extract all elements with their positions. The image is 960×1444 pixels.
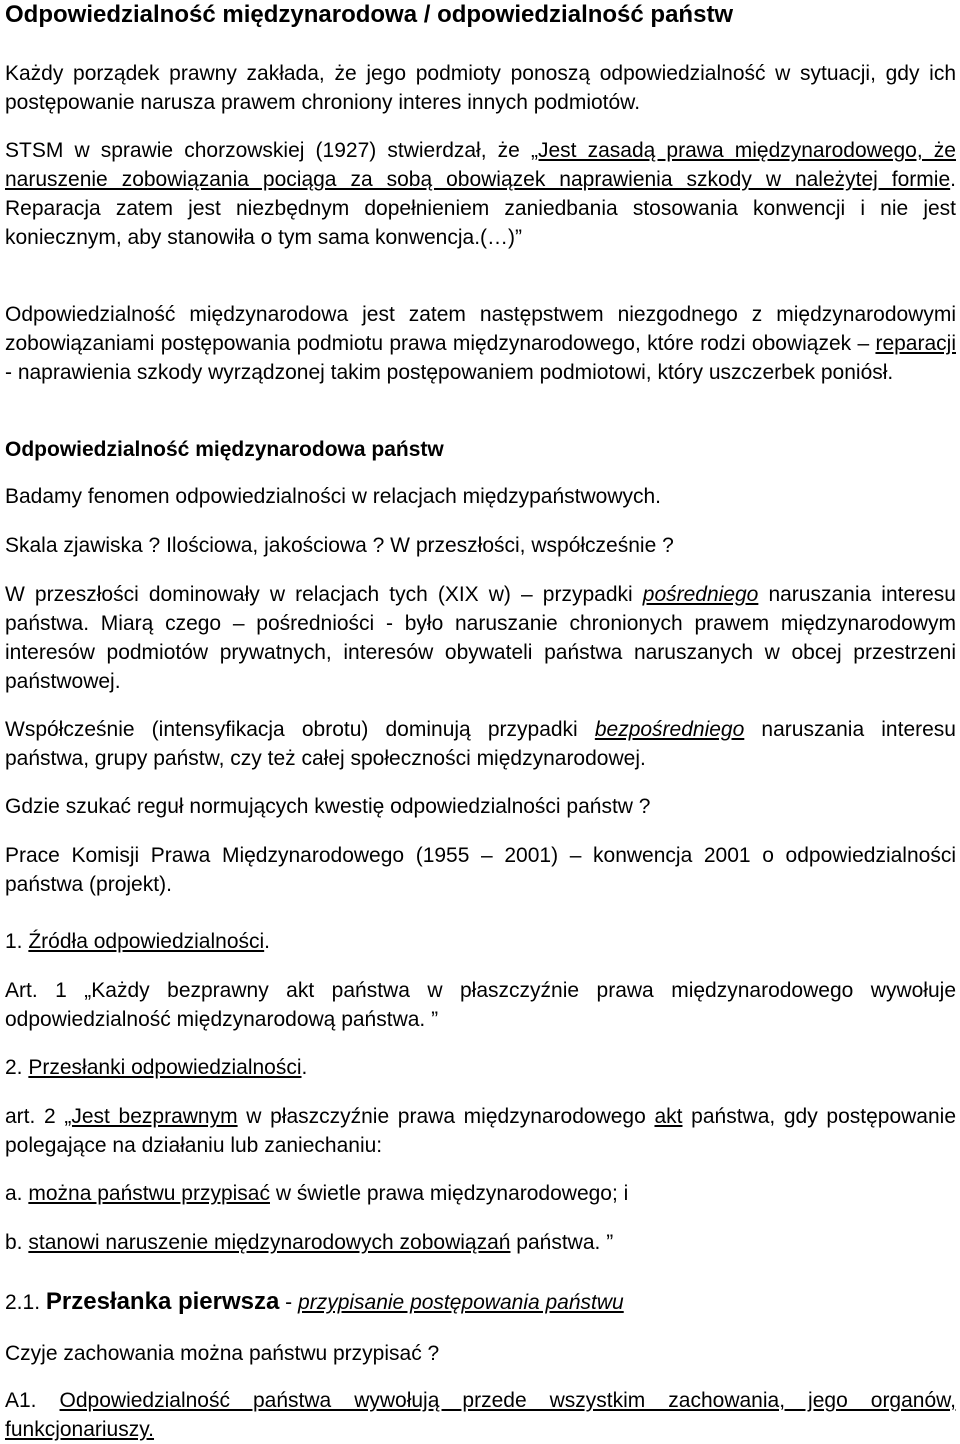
heading-sources xyxy=(5,927,956,956)
article-2 xyxy=(5,1102,956,1160)
list-item-rest: w świetle prawa międzynarodowego; i xyxy=(269,1182,629,1205)
heading-label: Przesłanki odpowiedzialności xyxy=(28,1056,302,1079)
heading-premise-one xyxy=(5,1287,956,1317)
paragraph-lead: W przeszłości dominowały w relacjach tych (XIX w) – przypadki xyxy=(5,583,643,606)
paragraph-7 xyxy=(5,715,956,773)
paragraph-text: Gdzie szukać reguł normujących kwestię odpowiedzialności państw ? xyxy=(5,795,651,818)
list-item-label: a. xyxy=(5,1182,29,1205)
paragraph-rest: naruszania interesu państwa, grupy państw, czy też całej społeczności międzynarodowej. xyxy=(5,718,956,770)
paragraph-1 xyxy=(5,59,956,117)
paragraph-text: Badamy fenomen odpowiedzialności w relacjach międzypaństwowych. xyxy=(5,485,661,508)
paragraph-2 xyxy=(5,136,956,252)
paragraph-rest: naruszania interesu państwa. Miarą czego – pośredniości - było naruszanie chronionych prawem międzynarodowym interesów podmiotów prywatnych, interesów obywateli państwa naruszanych w obcej przestrzeni państwowej. xyxy=(5,583,956,693)
article-term-unlawful: „Jest bezprawnym xyxy=(64,1105,238,1128)
paragraph-lead: Współcześnie (intensyfikacja obrotu) dominują przypadki xyxy=(5,718,595,741)
paragraph-text: Czyje zachowania można państwu przypisać ? xyxy=(5,1342,440,1365)
article-term-act: akt xyxy=(654,1105,683,1128)
heading-number: 2. xyxy=(5,1056,29,1079)
point-content: Odpowiedzialność państwa wywołują przede wszystkim zachowania, jego organów, funkcjonariuszy. xyxy=(5,1389,956,1441)
quoted-principle: „Jest zasadą prawa międzynarodowego, że naruszenie zobowiązania pociąga za sobą obowiązek naprawienia szkody w należytej formie xyxy=(5,139,956,191)
paragraph-4 xyxy=(5,482,956,511)
paragraph-text xyxy=(5,580,956,696)
section-heading-text: Odpowiedzialność międzynarodowa państw xyxy=(5,438,444,461)
article-mid: w płaszczyźnie prawa międzynarodowego xyxy=(237,1105,655,1128)
point-label: A1. xyxy=(5,1389,60,1412)
title-text: Odpowiedzialność międzynarodowa / odpowiedzialność państw xyxy=(5,1,734,28)
paragraph-text xyxy=(5,136,956,252)
heading-text xyxy=(5,927,956,956)
paragraph-text: Skala zjawiska ? Ilościowa, jakościowa ? W przeszłości, współcześnie ? xyxy=(5,534,674,557)
list-item-text xyxy=(5,1228,956,1257)
article-text: Art. 1 „Każdy bezprawny akt państwa w płaszczyźnie prawa międzynarodowego wywołuje odpowiedzialność międzynarodową państwa. ” xyxy=(5,979,956,1031)
section-heading xyxy=(5,435,956,464)
heading-subtitle: przypisanie postępowania państwu xyxy=(298,1291,624,1314)
list-item-b xyxy=(5,1228,956,1257)
point-a1 xyxy=(5,1386,956,1444)
paragraph-lead: STSM w sprawie chorzowskiej (1927) stwierdzał, że xyxy=(5,139,531,162)
heading-separator: - xyxy=(279,1291,299,1314)
reparation-term: reparacji xyxy=(875,332,956,355)
list-item-term: stanowi naruszenie międzynarodowych zobowiązań xyxy=(28,1231,511,1254)
paragraph-5 xyxy=(5,531,956,560)
page-title xyxy=(5,0,956,29)
paragraph-text xyxy=(5,300,956,387)
paragraph-3 xyxy=(5,300,956,387)
article-1 xyxy=(5,976,956,1034)
paragraph-10 xyxy=(5,1339,956,1368)
heading-tail: . xyxy=(264,930,271,953)
paragraph-text xyxy=(5,715,956,773)
heading-premises xyxy=(5,1053,956,1082)
list-item-a xyxy=(5,1179,956,1208)
paragraph-text: Każdy porządek prawny zakłada, że jego podmioty ponoszą odpowiedzialność w sytuacji, gdy ich postępowanie narusza prawem chroniony interes innych podmiotów. xyxy=(5,62,956,114)
point-text xyxy=(5,1386,956,1444)
heading-tail: . xyxy=(301,1056,308,1079)
paragraph-9 xyxy=(5,841,956,899)
paragraph-rest: - naprawienia szkody wyrządzonej takim postępowaniem podmiotowi, który uszczerbek poniósł. xyxy=(5,361,894,384)
heading-number: 1. xyxy=(5,930,29,953)
paragraph-6 xyxy=(5,580,956,696)
article-rest: państwa, gdy postępowanie polegające na działaniu lub zaniechaniu: xyxy=(5,1105,956,1157)
article-lead: art. 2 xyxy=(5,1105,65,1128)
paragraph-rest: . Reparacja zatem jest niezbędnym dopełnieniem zaniedbania stosowania konwencji i nie jest koniecznym, aby stanowiła o tym sama konwencja.(…)” xyxy=(5,168,956,249)
direct-term: bezpośredniego xyxy=(594,718,745,741)
paragraph-lead: Odpowiedzialność międzynarodowa jest zatem następstwem niezgodnego z międzynarodowymi zobowiązaniami postępowania podmiotu prawa międzynarodowego, które rodzi obowiązek – xyxy=(5,303,956,355)
list-item-text xyxy=(5,1179,956,1208)
paragraph-8 xyxy=(5,792,956,821)
indirect-term: pośredniego xyxy=(642,583,759,606)
list-item-term: można państwu przypisać xyxy=(28,1182,270,1205)
paragraph-text: Prace Komisji Prawa Międzynarodowego (1955 – 2001) – konwencja 2001 o odpowiedzialności państwa (projekt). xyxy=(5,844,956,896)
article-text xyxy=(5,1102,956,1160)
heading-number: 2.1. xyxy=(5,1291,46,1314)
heading-text xyxy=(5,1287,956,1317)
heading-label: Źródła odpowiedzialności xyxy=(28,930,265,953)
heading-text xyxy=(5,1053,956,1082)
list-item-label: b. xyxy=(5,1231,29,1254)
list-item-rest: państwa. ” xyxy=(510,1231,614,1254)
heading-bold-label: Przesłanka pierwsza xyxy=(45,1288,280,1315)
